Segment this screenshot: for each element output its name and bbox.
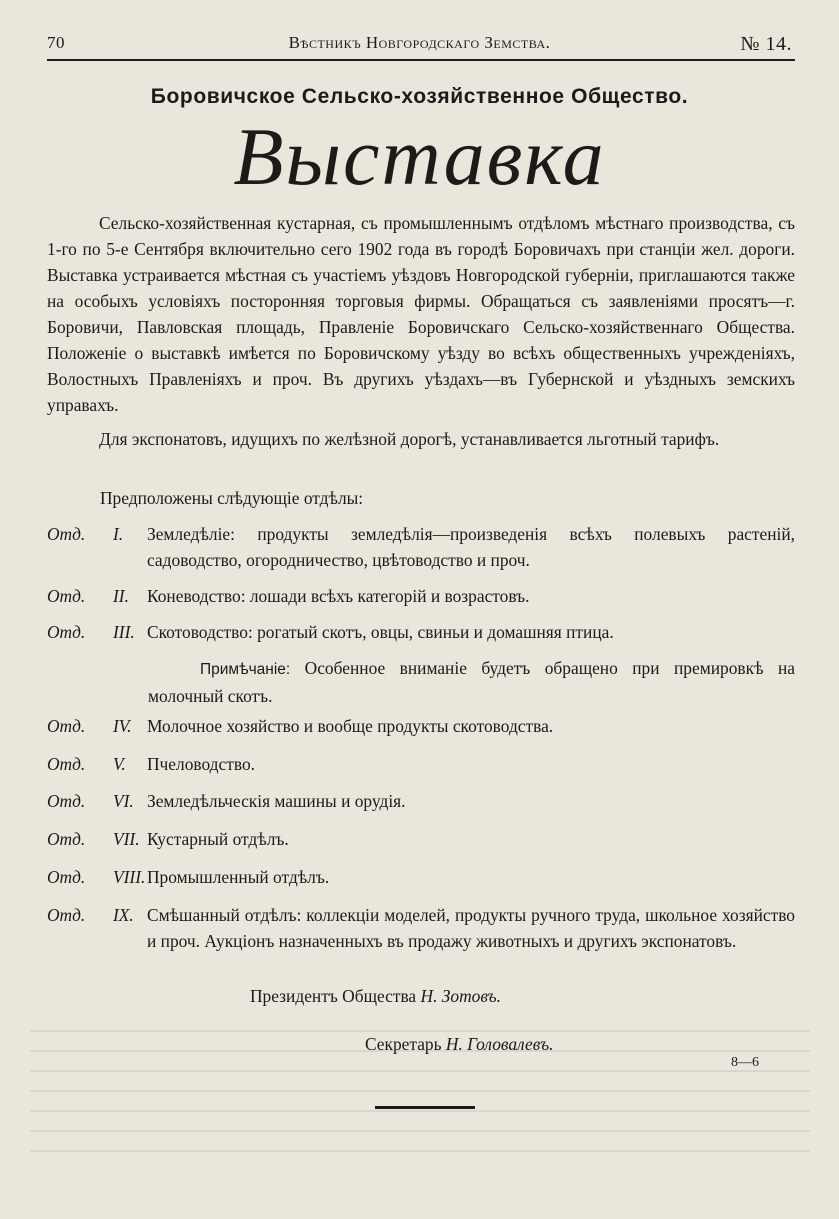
section-item bbox=[47, 713, 795, 739]
section-text: Молочное хозяйство и вообще продукты скотоводства. bbox=[147, 716, 554, 736]
page-title: Выставка bbox=[233, 111, 606, 202]
note-block bbox=[148, 655, 795, 709]
section-text: Промышленный отдѣлъ. bbox=[147, 867, 330, 887]
president-title: Президентъ Общества bbox=[250, 986, 417, 1006]
paragraph-tariff: Для экспонатовъ, идущихъ по желѣзной дорогѣ, устанавливается льготный тарифъ. bbox=[99, 429, 720, 449]
section-item bbox=[47, 788, 795, 814]
section-text: Скотоводство: рогатый скотъ, овцы, свиньи и домашняя птица. bbox=[147, 622, 614, 642]
section-text: Пчеловодство. bbox=[147, 754, 255, 774]
section-number: I. bbox=[113, 524, 124, 544]
section-label: Отд. bbox=[47, 716, 86, 736]
section-label: Отд. bbox=[47, 622, 86, 642]
president-name: Н. Зотовъ. bbox=[420, 986, 502, 1006]
print-code: 8—6 bbox=[731, 1055, 759, 1070]
president-signature bbox=[250, 986, 501, 1007]
paragraph-announcement: Сельско-хозяйственная кустарная, съ промышленнымъ отдѣломъ мѣстнаго производства, съ 1-го по 5-е Сентября включительно сего 1902 года въ городѣ Боровичахъ при станціи жел. дороги. Выставка устраивается мѣстная съ участіемъ уѣздовъ Новгородской губерніи, приглашаются также на особыхъ условіяхъ посторонняя торговыя фирмы. Обращаться съ заявленіями просятъ—г. Боровичи, Павловская площадь, Правленіе Боровичскаго Сельско-хозяйственнаго Общества. Положеніе о выставкѣ имѣется по Боровичскому уѣзду во всѣхъ общественныхъ учрежденіяхъ, Волостныхъ Правленіяхъ и проч. Въ другихъ уѣздахъ—въ Губернской и уѣздныхъ земскихъ управахъ. bbox=[47, 213, 795, 415]
issue-number: № 14. bbox=[740, 33, 792, 55]
section-text: Коневодство: лошади всѣхъ категорій и возрастовъ. bbox=[147, 586, 530, 606]
paragraph-sections-intro: Предположены слѣдующіе отдѣлы: bbox=[100, 488, 364, 508]
section-text: Смѣшанный отдѣлъ: коллекціи моделей, продукты ручного труда, школьное хозяйство и проч. Аукціонъ назначенныхъ въ продажу животныхъ и другихъ экспонатовъ. bbox=[147, 905, 795, 951]
section-number: V. bbox=[113, 754, 126, 774]
organization-heading: Боровичское Сельско-хозяйственное Общество. bbox=[150, 85, 689, 108]
secretary-signature bbox=[365, 1034, 553, 1055]
section-number: IX. bbox=[113, 905, 134, 925]
header-rule bbox=[47, 59, 795, 61]
section-item bbox=[47, 583, 795, 609]
section-label: Отд. bbox=[47, 754, 86, 774]
section-text: Кустарный отдѣлъ. bbox=[147, 829, 289, 849]
bottom-rule bbox=[375, 1106, 475, 1109]
section-label: Отд. bbox=[47, 586, 86, 606]
section-item bbox=[47, 751, 795, 777]
journal-title: Вѣстникъ Новгородскаго Земства. bbox=[288, 33, 551, 52]
section-number: VI. bbox=[113, 791, 134, 811]
section-item bbox=[47, 864, 795, 890]
section-number: VIII. bbox=[113, 867, 146, 887]
section-number: VII. bbox=[113, 829, 140, 849]
section-item bbox=[47, 619, 795, 645]
note-label: Примѣчаніе: bbox=[200, 661, 291, 678]
section-label: Отд. bbox=[47, 524, 86, 544]
secretary-name: Н. Головалевъ. bbox=[445, 1034, 554, 1054]
section-item bbox=[47, 521, 795, 573]
section-number: III. bbox=[113, 622, 135, 642]
section-item bbox=[47, 826, 795, 852]
page-number: 70 bbox=[47, 33, 65, 52]
section-number: IV. bbox=[113, 716, 132, 736]
running-header bbox=[47, 33, 792, 57]
note-text: Особенное вниманіе будетъ обращено при премировкѣ на молочный скотъ. bbox=[148, 658, 795, 706]
section-label: Отд. bbox=[47, 791, 86, 811]
section-text: Земледѣльческія машины и орудія. bbox=[147, 791, 406, 811]
section-item bbox=[47, 902, 795, 954]
section-label: Отд. bbox=[47, 867, 86, 887]
section-label: Отд. bbox=[47, 829, 86, 849]
secretary-title: Секретарь bbox=[365, 1034, 442, 1054]
section-text: Земледѣліе: продукты земледѣлія—произведенія всѣхъ полевыхъ растеній, садоводство, огородничество, цвѣтоводство и проч. bbox=[147, 524, 795, 570]
section-label: Отд. bbox=[47, 905, 86, 925]
section-number: II. bbox=[113, 586, 129, 606]
